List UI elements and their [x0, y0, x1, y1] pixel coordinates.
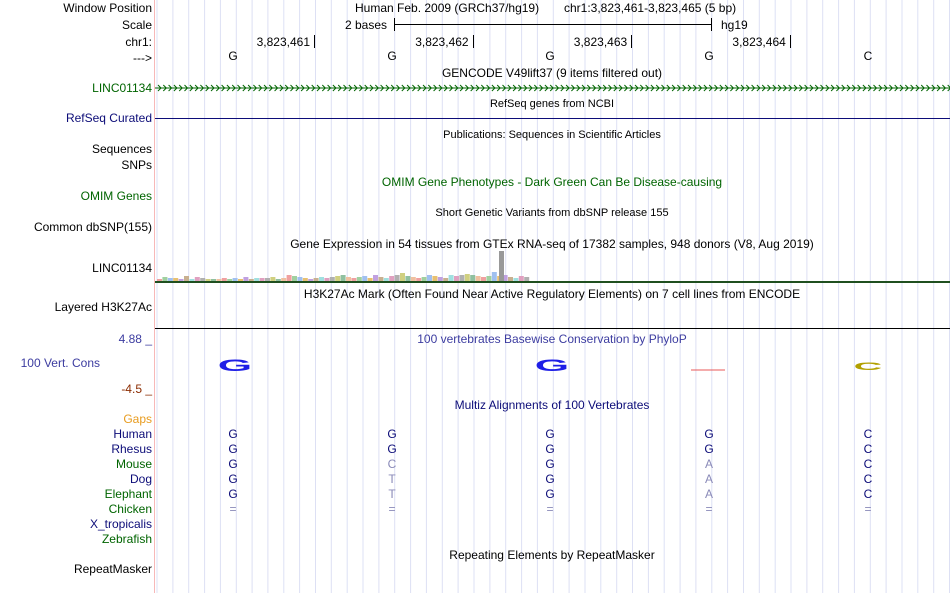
species-label-chicken[interactable]: Chicken [108, 502, 152, 516]
alignment-base: = [864, 502, 872, 516]
alignment-base: G [228, 427, 238, 441]
alignment-base: G [387, 442, 397, 456]
species-label-dog[interactable]: Dog [129, 472, 152, 486]
ruler-tick [314, 35, 315, 48]
window-position-label: Window Position [63, 1, 152, 15]
scale-db: hg19 [721, 18, 748, 32]
species-label-mouse[interactable]: Mouse [115, 457, 152, 471]
multiz-title: Multiz Alignments of 100 Vertebrates [454, 398, 650, 412]
gencode-gene-feature[interactable] [155, 81, 950, 95]
omim-track-label[interactable]: OMIM Genes [80, 189, 152, 203]
phylop-track-label[interactable]: 100 Vert. Cons [20, 356, 100, 370]
alignment-base: G [228, 457, 238, 471]
alignment-base: C [863, 442, 873, 456]
refseq-track-label[interactable]: RefSeq Curated [65, 111, 152, 125]
phylop-max-label: 4.88 _ [118, 332, 152, 346]
tracks-image[interactable] [155, 0, 950, 593]
alignment-base: G [545, 427, 555, 441]
strand-label: ---> [133, 51, 152, 65]
gtex-baseline [155, 281, 950, 283]
gtex-tissue-bar [492, 272, 497, 281]
alignment-base: G [228, 442, 238, 456]
alignment-base: A [704, 457, 714, 471]
reference-base: G [545, 49, 555, 63]
phylop-logo-c5: C [853, 360, 883, 373]
gtex-tissue-bar-max [499, 251, 504, 281]
alignment-base: C [863, 457, 873, 471]
alignment-base: A [704, 487, 714, 501]
ruler-position-label: 3,823,464 [732, 35, 786, 49]
alignment-base: A [704, 472, 714, 486]
alignment-base: C [863, 427, 873, 441]
scale-text: 2 bases [345, 18, 388, 32]
repeatmasker-title: Repeating Elements by RepeatMasker [449, 548, 655, 562]
scale-bar-left-end [394, 18, 395, 31]
scale-bar-right-end [711, 18, 712, 31]
alignment-base: G [545, 487, 555, 501]
alignment-base: C [387, 457, 397, 471]
alignment-base: G [545, 442, 555, 456]
snps-track-label[interactable]: SNPs [121, 158, 152, 172]
species-label-x-tropicalis[interactable]: X_tropicalis [89, 517, 152, 531]
publications-title: Publications: Sequences in Scientific Articles [443, 129, 661, 141]
h3k27ac-baseline [155, 328, 950, 329]
track-labels-column [0, 0, 155, 593]
dbsnp-track-label[interactable]: Common dbSNP(155) [33, 220, 152, 234]
alignment-base: = [546, 502, 554, 516]
phylop-title: 100 vertebrates Basewise Conservation by PhyloP [417, 332, 687, 346]
species-label-rhesus[interactable]: Rhesus [111, 442, 152, 456]
position-text: chr1:3,823,461-3,823,465 (5 bp) [564, 1, 737, 15]
alignment-base: G [228, 487, 238, 501]
gencode-title: GENCODE V49lift37 (9 items filtered out) [441, 66, 663, 80]
alignment-base: = [229, 502, 237, 516]
dbsnp-title: Short Genetic Variants from dbSNP release 155 [435, 207, 669, 219]
assembly-text: Human Feb. 2009 (GRCh37/hg19) [355, 1, 540, 15]
species-label-elephant[interactable]: Elephant [104, 487, 152, 501]
gtex-title: Gene Expression in 54 tissues from GTEx RNA-seq of 17382 samples, 948 donors (V8, Aug 2019) [290, 237, 814, 251]
phylop-logo-g3: G [534, 356, 570, 376]
scale-bar [395, 24, 711, 25]
alignment-base: = [388, 502, 396, 516]
ruler-tick [790, 35, 791, 48]
alignment-base: G [387, 427, 397, 441]
reference-base: G [228, 49, 238, 63]
alignment-base: T [388, 487, 396, 501]
ruler-position-label: 3,823,462 [415, 35, 469, 49]
ruler-tick [473, 35, 474, 48]
phylop-min-label: -4.5 _ [121, 382, 152, 396]
gtex-tissue-bar [465, 274, 470, 281]
scale-label: Scale [121, 18, 152, 32]
repeatmasker-track-label[interactable]: RepeatMasker [73, 562, 152, 576]
omim-title: OMIM Gene Phenotypes - Dark Green Can Be Disease-causing [381, 175, 723, 189]
ruler-position-label: 3,823,463 [573, 35, 628, 49]
sequences-track-label[interactable]: Sequences [91, 142, 152, 156]
reference-base: C [863, 49, 873, 63]
reference-base: G [387, 49, 397, 63]
species-label-human[interactable]: Human [113, 427, 152, 441]
alignment-base: G [704, 427, 714, 441]
alignment-base: C [863, 472, 873, 486]
phylop-logo[interactable] [155, 354, 950, 376]
alignment-base: T [388, 472, 396, 486]
gtex-expression-chart[interactable] [155, 250, 555, 282]
alignment-base: G [545, 457, 555, 471]
gtex-track-label[interactable]: LINC01134 [92, 261, 152, 275]
gencode-track-label[interactable]: LINC01134 [92, 81, 152, 95]
gtex-tissue-bar [400, 273, 405, 281]
ruler-tick [631, 35, 632, 48]
gaps-track-label[interactable]: Gaps [123, 412, 152, 426]
phylop-logo-g1: G [217, 356, 253, 376]
h3k27ac-track-label[interactable]: Layered H3K27Ac [54, 300, 152, 314]
refseq-title: RefSeq genes from NCBI [489, 98, 615, 110]
alignment-base: = [705, 502, 713, 516]
species-label-zebrafish[interactable]: Zebrafish [101, 532, 152, 546]
alignment-base: G [545, 472, 555, 486]
alignment-base: G [704, 442, 714, 456]
h3k27ac-title: H3K27Ac Mark (Often Found Near Active Regulatory Elements) on 7 cell lines from ENCODE [303, 287, 801, 301]
alignment-base: C [863, 487, 873, 501]
reference-base: G [704, 49, 714, 63]
refseq-gene-feature[interactable] [155, 118, 950, 119]
alignment-base: G [228, 472, 238, 486]
ruler-position-label: 3,823,461 [256, 35, 310, 49]
chrom-label: chr1: [125, 35, 152, 49]
